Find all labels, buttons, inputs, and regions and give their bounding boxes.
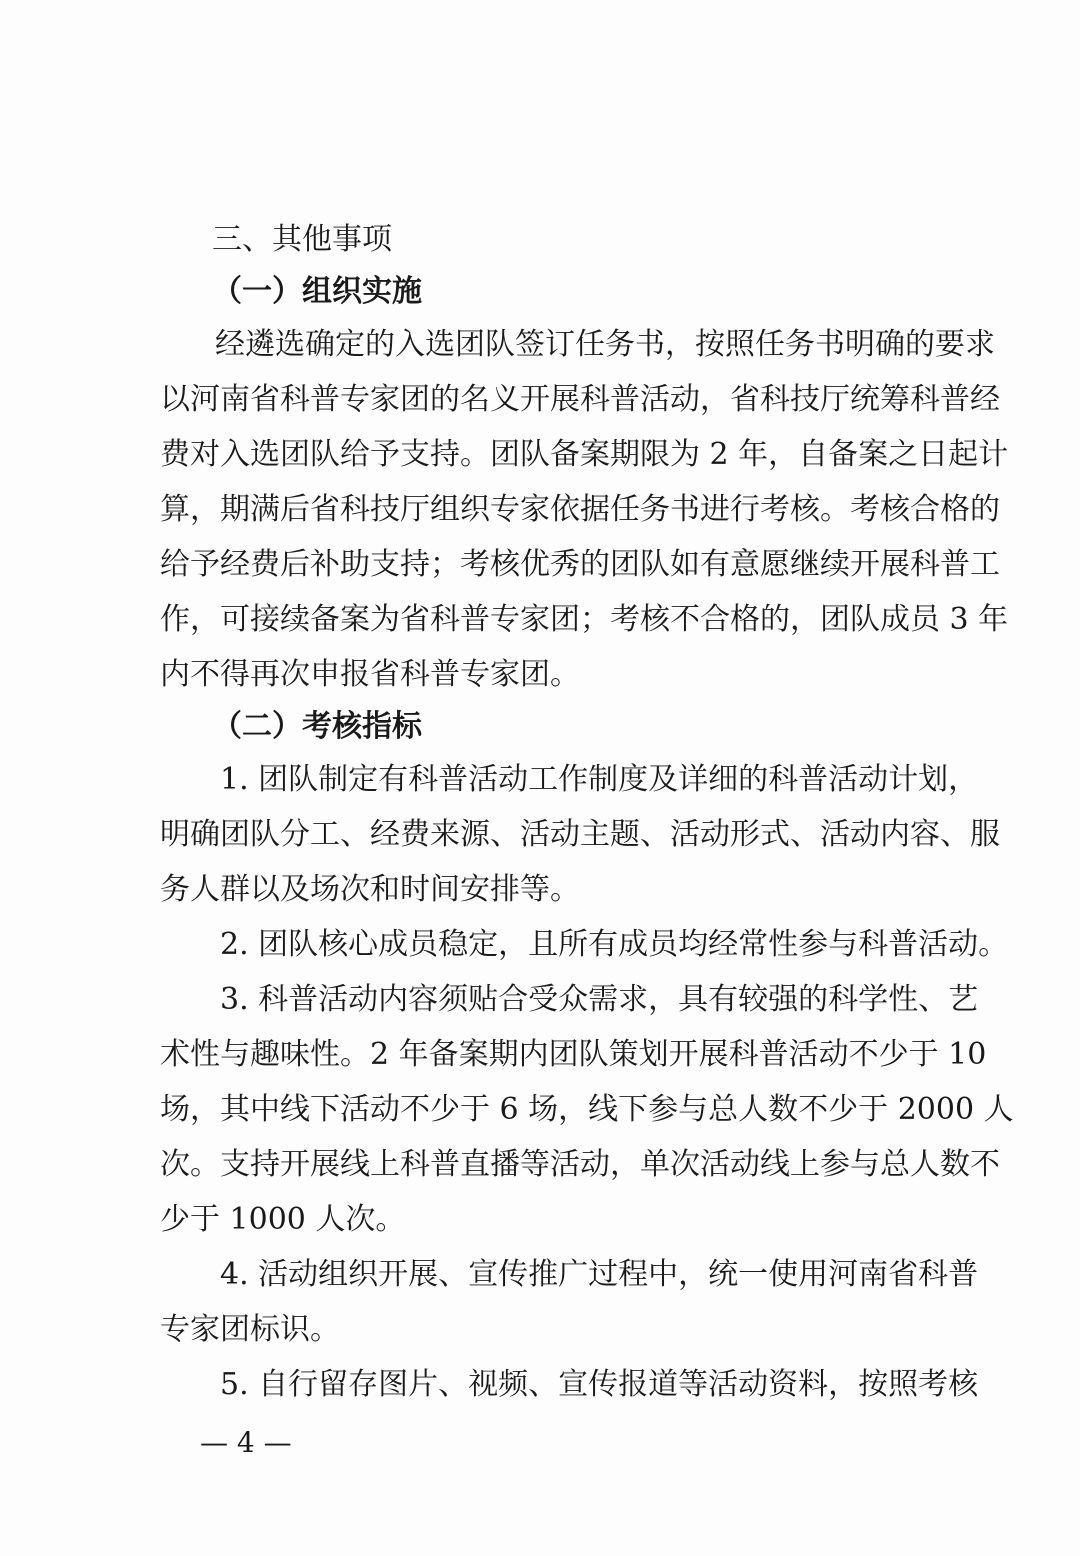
list-item-line: 场，其中线下活动不少于 6 场，线下参与总人数不少于 2000 人	[160, 1092, 1014, 1127]
list-item-line: 2. 团队核心成员稳定，且所有成员均经常性参与科普活动。	[220, 927, 1009, 962]
paragraph-line: 作，可接续备案为省科普专家团；考核不合格的，团队成员 3 年	[160, 602, 1009, 637]
section-heading: 三、其他事项	[212, 222, 392, 257]
subsection-heading-indicators: （二）考核指标	[212, 709, 422, 744]
list-item-line: 术性与趣味性。2 年备案期内团队策划开展科普活动不少于 10	[160, 1037, 987, 1072]
list-item-line: 专家团标识。	[160, 1312, 340, 1347]
list-item-line: 务人群以及场次和时间安排等。	[160, 872, 580, 907]
list-item-line: 1. 团队制定有科普活动工作制度及详细的科普活动计划，	[220, 762, 979, 797]
list-item-line: 明确团队分工、经费来源、活动主题、活动形式、活动内容、服	[160, 817, 1000, 852]
list-item-line: 5. 自行留存图片、视频、宣传报道等活动资料，按照考核	[220, 1367, 979, 1402]
paragraph-line: 算，期满后省科技厅组织专家依据任务书进行考核。考核合格的	[160, 492, 1000, 527]
paragraph-line: 以河南省科普专家团的名义开展科普活动，省科技厅统筹科普经	[160, 382, 1000, 417]
list-item-line: 3. 科普活动内容须贴合受众需求，具有较强的科学性、艺	[220, 982, 979, 1017]
list-item-line: 少于 1000 人次。	[160, 1202, 406, 1237]
paragraph-line: 经遴选确定的入选团队签订任务书，按照任务书明确的要求	[215, 327, 995, 362]
subsection-heading-organization: （一）组织实施	[212, 274, 422, 309]
paragraph-line: 内不得再次申报省科普专家团。	[160, 657, 580, 692]
list-item-line: 次。支持开展线上科普直播等活动，单次活动线上参与总人数不	[160, 1147, 1000, 1182]
page-number: — 4 —	[200, 1426, 292, 1459]
list-item-line: 4. 活动组织开展、宣传推广过程中，统一使用河南省科普	[220, 1257, 979, 1292]
paragraph-line: 给予经费后补助支持；考核优秀的团队如有意愿继续开展科普工	[160, 547, 1000, 582]
paragraph-line: 费对入选团队给予支持。团队备案期限为 2 年，自备案之日起计	[160, 437, 1009, 472]
